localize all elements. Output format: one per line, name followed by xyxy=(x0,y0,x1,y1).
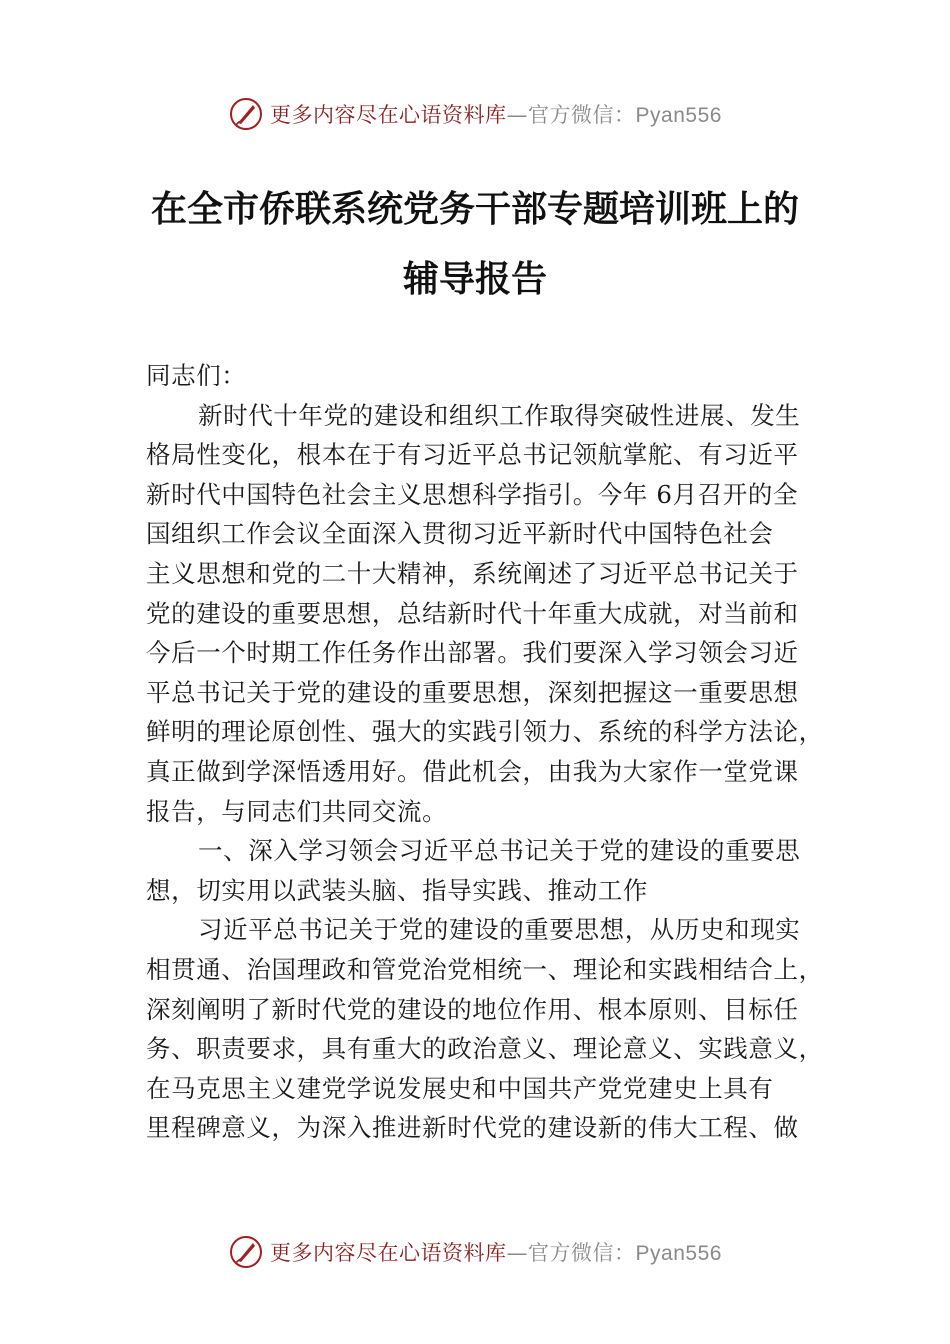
wechat-handle: Pyan556 xyxy=(635,1242,722,1265)
wechat-handle: Pyan556 xyxy=(635,104,722,127)
text-line: 务、职责要求，具有重大的政治意义、理论意义、实践意义， xyxy=(146,1034,824,1064)
text-line: 今后一个时期工作任务作出部署。我们要深入学习领会习近 xyxy=(146,638,799,668)
quill-logo-icon xyxy=(228,96,264,132)
header-banner xyxy=(0,92,950,136)
salutation: 同志们： xyxy=(146,361,247,390)
text-line: 真正做到学深悟透用好。借此机会，由我为大家作一堂党课 xyxy=(146,756,799,786)
quill-logo-icon xyxy=(228,1234,264,1270)
text-line: 主义思想和党的二十大精神，系统阐述了习近平总书记关于 xyxy=(146,558,799,588)
section-heading-1 xyxy=(146,831,814,910)
banner-text: 更多内容尽在心语资料库—官方微信：Pyan556 xyxy=(270,1241,722,1265)
text-line: 里程碑意义，为深入推进新时代党的建设新的伟大工程、做 xyxy=(146,1113,799,1143)
text-line: 相贯通、治国理政和管党治党相统一、理论和实践相结合上， xyxy=(146,954,824,984)
banner-text: 更多内容尽在心语资料库—官方微信：Pyan556 xyxy=(270,103,722,127)
text-line: 党的建设的重要思想，总结新时代十年重大成就，对当前和 xyxy=(146,598,799,628)
paragraph-1 xyxy=(146,396,824,832)
text-line: 习近平总书记关于党的建设的重要思想，从历史和现实 xyxy=(198,915,801,945)
text-line: 新时代中国特色社会主义思想科学指引。今年 6月召开的全 xyxy=(146,479,799,509)
footer-banner xyxy=(0,1230,950,1274)
text-line: 国组织工作会议全面深入贯彻习近平新时代中国特色社会 xyxy=(146,519,774,549)
document-title-line2: 辅导报告 xyxy=(402,258,547,300)
text-line: 一、深入学习领会习近平总书记关于党的建设的重要思 xyxy=(198,836,801,866)
document-title-line1: 在全市侨联系统党务干部专题培训班上的 xyxy=(150,188,799,230)
text-line: 格局性变化，根本在于有习近平总书记领航掌舵、有习近平 xyxy=(146,440,799,470)
paragraph-2 xyxy=(146,910,824,1148)
text-line: 新时代十年党的建设和组织工作取得突破性进展、发生 xyxy=(198,400,801,430)
text-line: 鲜明的理论原创性、强大的实践引领力、系统的科学方法论， xyxy=(146,717,824,747)
document-body xyxy=(146,356,824,1148)
text-line: 深刻阐明了新时代党的建设的地位作用、根本原则、目标任 xyxy=(146,994,799,1024)
text-line: 报告，与同志们共同交流。 xyxy=(146,796,448,826)
text-line: 在马克思主义建党学说发展史和中国共产党党建史上具有 xyxy=(146,1073,774,1103)
text-line: 想，切实用以武装头脑、指导实践、推动工作 xyxy=(146,875,648,905)
text-line: 平总书记关于党的建设的重要思想，深刻把握这一重要思想 xyxy=(146,677,799,707)
